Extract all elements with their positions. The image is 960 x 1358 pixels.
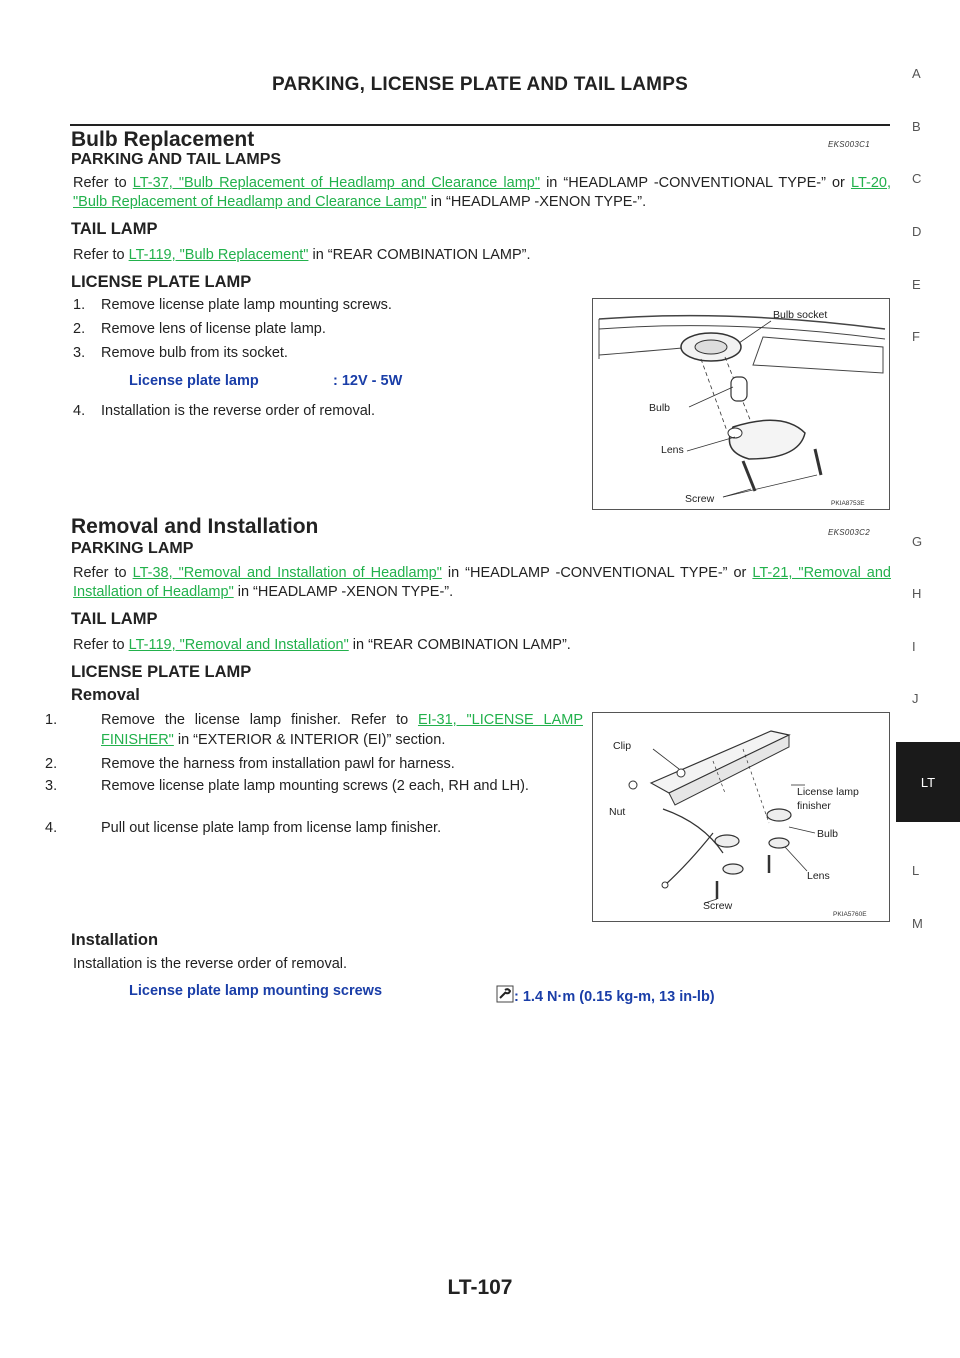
side-tab-b[interactable]: B: [912, 119, 921, 134]
figure-label: Bulb socket: [773, 309, 828, 321]
section-code: EKS003C2: [828, 528, 870, 537]
list-item: 1. Remove the license lamp finisher. Refer to EI-31, "LICENSE LAMP FINISHER" in “EXTERIOR & INTERIOR (EI)” section.: [45, 712, 583, 748]
figure-label: Screw: [685, 493, 715, 505]
side-tab-g[interactable]: G: [912, 534, 923, 549]
section-heading-bulb-replacement: Bulb Replacement: [71, 128, 255, 151]
link-lt21[interactable]: LT-21, "Removal and Installation of Headlamp": [73, 565, 891, 600]
license-lamp-finisher-diagram: [593, 713, 889, 921]
subheading-license-plate-lamp: LICENSE PLATE LAMP: [71, 273, 252, 291]
figure-label: Clip: [613, 740, 632, 752]
figure-license-lamp-finisher: [592, 712, 890, 922]
list-item: 2. Remove lens of license plate lamp.: [73, 321, 326, 337]
link-lt38[interactable]: LT-38, "Removal and Installation of Headlamp": [132, 565, 442, 581]
subheading-parking-tail-lamps: PARKING AND TAIL LAMPS: [71, 151, 282, 168]
figure-label: Bulb: [817, 828, 839, 840]
page-title: PARKING, LICENSE PLATE AND TAIL LAMPS: [272, 74, 688, 95]
list-item: 4. Installation is the reverse order of removal.: [73, 403, 376, 419]
subheading-parking-lamp: PARKING LAMP: [71, 540, 194, 557]
list-item: 3. Remove bulb from its socket.: [73, 345, 288, 361]
torque-wrench-icon: [496, 985, 514, 1003]
link-lt119-removal[interactable]: LT-119, "Removal and Installation": [128, 637, 349, 653]
spec-label: License plate lamp: [129, 373, 259, 389]
torque-label: License plate lamp mounting screws: [129, 983, 383, 999]
side-tab-a[interactable]: A: [912, 66, 921, 81]
list-item: 3. Remove license plate lamp mounting screws (2 each, RH and LH).: [45, 778, 529, 794]
spec-value: : 12V - 5W: [333, 373, 403, 389]
paragraph-parking-lamp-ref: Refer to LT-38, "Removal and Installation of Headlamp" in “HEADLAMP -CONVENTIONAL TYPE-” or LT-21, "Removal and Installation of Headlamp" in “HEADLAMP -XENON TYPE-”.: [73, 565, 891, 600]
list-item: 4. Pull out license plate lamp from license lamp finisher.: [45, 820, 442, 836]
paragraph-tail-lamp-ref: Refer to LT-119, "Removal and Installation" in “REAR COMBINATION LAMP”.: [73, 637, 571, 653]
subheading-tail-lamp: TAIL LAMP: [71, 220, 158, 238]
side-tab-h[interactable]: H: [912, 586, 922, 601]
paragraph-tail-lamp-ref: Refer to LT-119, "Bulb Replacement" in “REAR COMBINATION LAMP”.: [73, 247, 531, 263]
link-ei31[interactable]: EI-31, "LICENSE LAMP FINISHER": [101, 712, 583, 748]
side-tab-l[interactable]: L: [912, 863, 920, 878]
side-tab-d[interactable]: D: [912, 224, 922, 239]
link-lt119-bulb[interactable]: LT-119, "Bulb Replacement": [128, 247, 309, 263]
side-tab-c[interactable]: C: [912, 171, 922, 186]
subheading-installation: Installation: [71, 931, 159, 949]
license-plate-lamp-diagram: [593, 299, 889, 509]
figure-license-plate-lamp: [592, 298, 890, 510]
side-tab-e[interactable]: E: [912, 277, 921, 292]
subheading-removal: Removal: [71, 686, 140, 704]
figure-label: License lamp: [797, 786, 859, 798]
link-lt20[interactable]: LT-20, "Bulb Replacement of Headlamp and Clearance Lamp": [73, 175, 891, 210]
figure-label: Bulb: [649, 402, 671, 414]
title-rule: [70, 124, 890, 126]
side-tab-lt-active[interactable]: LT: [896, 742, 960, 822]
subheading-license-plate-lamp: LICENSE PLATE LAMP: [71, 663, 252, 681]
list-item: 1. Remove license plate lamp mounting screws.: [73, 297, 392, 313]
figure-code: PKIA8753E: [831, 500, 865, 507]
paragraph-installation: Installation is the reverse order of removal.: [73, 956, 348, 972]
section-code: EKS003C1: [828, 140, 870, 149]
side-tab-j[interactable]: J: [912, 691, 919, 706]
figure-code: PKIA5760E: [833, 911, 867, 918]
subheading-tail-lamp: TAIL LAMP: [71, 610, 158, 628]
side-tab-f[interactable]: F: [912, 329, 920, 344]
figure-label: Nut: [609, 806, 626, 818]
figure-label: finisher: [797, 800, 831, 812]
list-item: 2. Remove the harness from installation pawl for harness.: [45, 756, 455, 772]
page-number: LT-107: [447, 1276, 513, 1299]
side-tab-m[interactable]: M: [912, 916, 923, 931]
side-tab-i[interactable]: I: [912, 639, 916, 654]
figure-label: Lens: [661, 444, 684, 456]
torque-value: : 1.4 N·m (0.15 kg-m, 13 in-lb): [514, 989, 715, 1005]
link-lt37[interactable]: LT-37, "Bulb Replacement of Headlamp and Clearance lamp": [132, 175, 540, 191]
section-heading-removal-installation: Removal and Installation: [71, 515, 319, 538]
paragraph-parking-tail-ref: Refer to LT-37, "Bulb Replacement of Headlamp and Clearance lamp" in “HEADLAMP -CONVENTIONAL TYPE-” or LT-20, "Bulb Replacement of Headlamp and Clearance Lamp" in “HEADLAMP -XENON TYPE-”.: [73, 175, 891, 210]
figure-label: Lens: [807, 870, 830, 882]
figure-label: Screw: [703, 900, 733, 912]
